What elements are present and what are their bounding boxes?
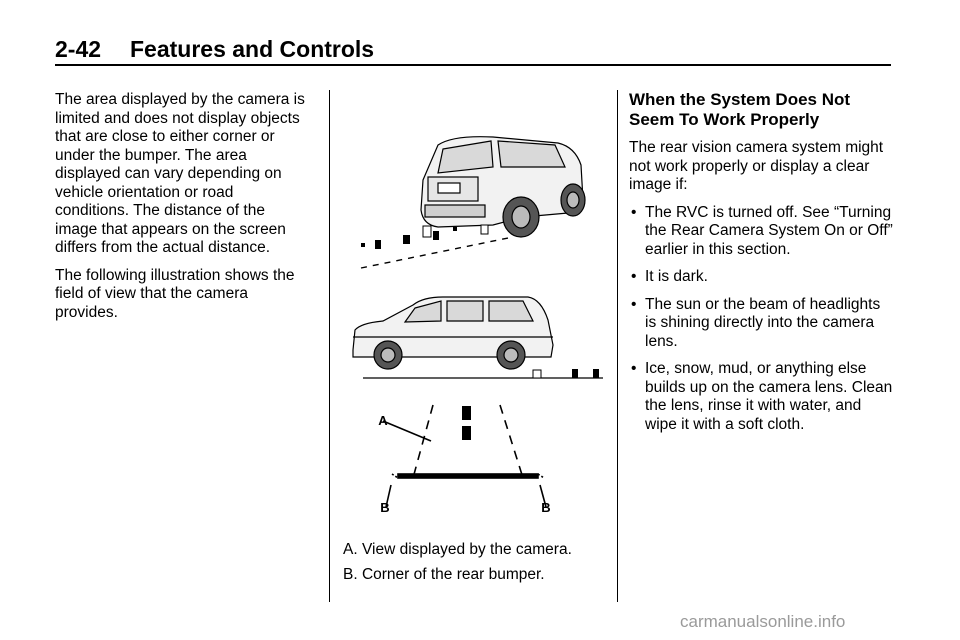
bullet-icon: • <box>631 360 637 377</box>
page-title: Features and Controls <box>130 36 375 62</box>
list-item <box>629 268 894 287</box>
caption-a: A. View displayed by the camera. <box>343 541 572 558</box>
illustration-svg <box>343 125 608 525</box>
field-of-view-diagram <box>383 405 546 507</box>
section-heading: When the System Does Not Seem To Work Properly <box>629 90 851 129</box>
list-item <box>629 204 894 260</box>
bullet-icon: • <box>631 268 637 285</box>
bullet-icon: • <box>631 203 637 221</box>
label-a: A <box>378 413 388 428</box>
list-item <box>629 296 894 352</box>
caption-b: B. Corner of the rear bumper. <box>343 565 545 583</box>
side-ground-markers <box>533 369 599 378</box>
header-rule <box>55 64 891 66</box>
vehicle-side-view <box>353 297 553 369</box>
list-item-text: Ice, snow, mud, or anything else builds up on the camera lens. Clean the lens, rinse it with water, and wipe it with a soft cloth. <box>645 360 893 433</box>
list-item-text: It is dark. <box>645 268 708 285</box>
paragraph-camera-area: The area displayed by the camera is limited and does not display objects that are close to either corner or under the bumper. The area displayed can vary depending on vehicle orientation or road conditions. The distance of the image that appears on the screen differs from the actual distance. <box>55 91 305 256</box>
condition-list <box>629 204 894 435</box>
vehicle-rear-view <box>421 137 585 237</box>
column-divider-right <box>617 90 618 602</box>
list-item-text: The RVC is turned off. See “Turning the Rear Camera System On or Off” earlier in this section. <box>645 203 893 258</box>
rear-dashed-line <box>361 237 513 268</box>
illustration-captions <box>343 541 608 590</box>
list-item <box>629 360 894 434</box>
label-b-right: B <box>541 500 551 515</box>
list-item-text: The sun or the beam of headlights is shining directly into the camera lens. <box>645 295 881 350</box>
label-b-left: B <box>380 500 390 515</box>
camera-view-illustration <box>343 125 608 525</box>
field-of-view-markers <box>462 406 471 440</box>
left-column <box>55 91 310 331</box>
page-header <box>55 36 891 66</box>
paragraph-illustration-intro: The following illustration shows the field of view that the camera provides. <box>55 266 295 321</box>
right-column <box>629 90 894 443</box>
bullet-icon: • <box>631 295 637 313</box>
page-number: 2-42 <box>55 36 102 62</box>
section-intro: The rear vision camera system might not work properly or display a clear image if: <box>629 139 884 193</box>
watermark: carmanualsonline.info <box>680 612 846 631</box>
column-divider-left <box>329 90 330 602</box>
